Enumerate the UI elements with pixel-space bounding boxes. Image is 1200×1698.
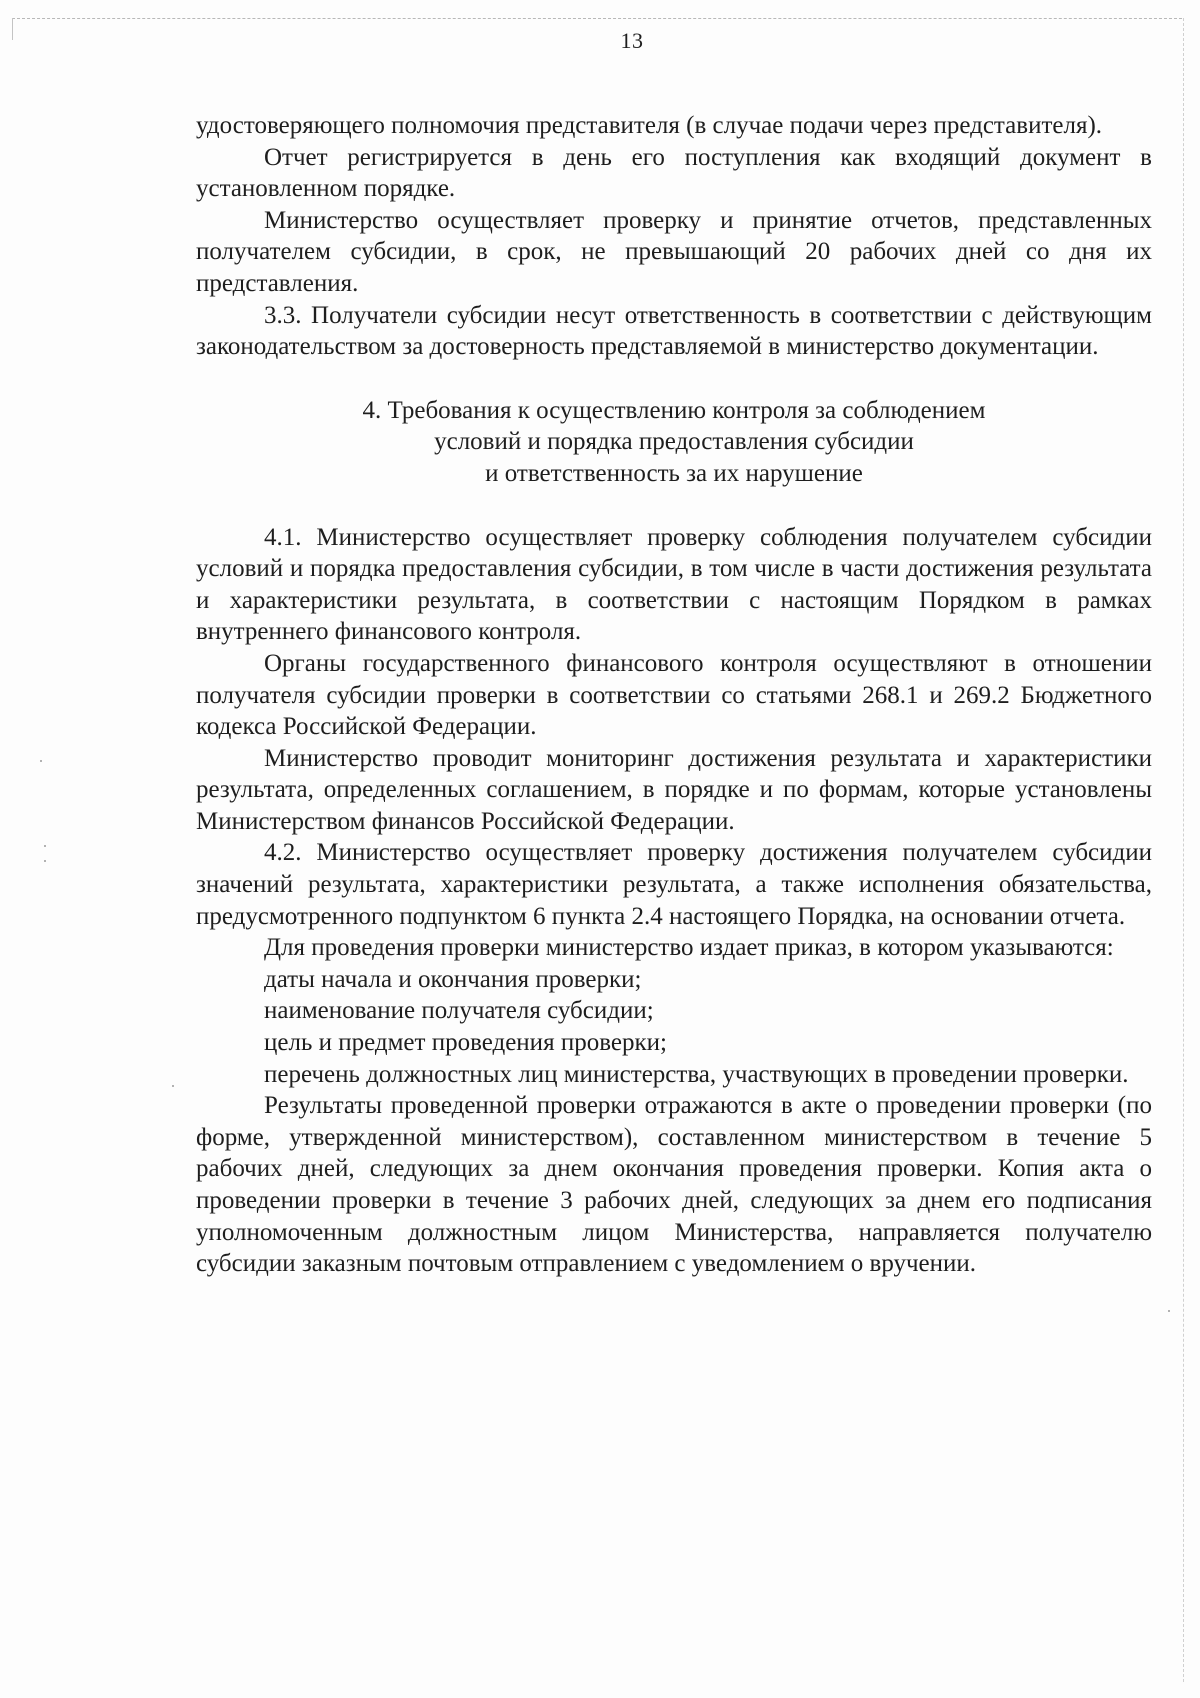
paragraph: Для проведения проверки министерство издает приказ, в котором указываются: — [264, 934, 1114, 962]
paragraph: удостоверяющего полномочия представителя (в случае подачи через представителя). — [196, 112, 1103, 139]
paragraph-3-3: 3.3. Получатели субсидии несут ответственность в соответствии с действующим законодательством за достоверность представляемой в министерство документации. — [196, 301, 1152, 361]
page-number: 13 — [620, 28, 644, 53]
section-heading — [196, 395, 1152, 490]
paragraph: Отчет регистрируется в день его поступления как входящий документ в установленном порядке. — [196, 143, 1152, 203]
scan-speck — [40, 760, 42, 762]
paragraph: Министерство осуществляет проверку и принятие отчетов, представленных получателем субсидии, в срок, не превышающий 20 рабочих дней со дня их представления. — [196, 206, 1152, 297]
document-body — [196, 110, 1152, 1280]
scan-speck — [172, 1085, 174, 1087]
paragraph-4-1: 4.1. Министерство осуществляет проверку соблюдения получателем субсидии условий и порядка предоставления субсидии, в том числе в части достижения результата и характеристики результата, в соответствии с настоящим Порядком в рамках внутреннего финансового контроля. — [196, 523, 1152, 646]
section-heading-line: условий и порядка предоставления субсидии — [434, 428, 914, 456]
list-item: перечень должностных лиц министерства, участвующих в проведении проверки. — [264, 1060, 1129, 1088]
scan-speck — [44, 845, 46, 847]
list-item: цель и предмет проведения проверки; — [264, 1029, 667, 1057]
closing-paragraph: Результаты проведенной проверки отражаются в акте о проведении проверки (по форме, утвержденной министерством), составленном министерством в течение 5 рабочих дней, следующих за днем окончания проведения проверки. Копия акта о проведении проверки в течение 3 рабочих дней, следующих за днем его подписания уполномоченным должностным лицом Министерства, направляется получателю субсидии заказным почтовым отправлением с уведомлением о вручении. — [196, 1092, 1152, 1278]
scan-speck — [44, 860, 46, 862]
scan-edge-top — [12, 18, 1182, 19]
section-heading-line: и ответственность за их нарушение — [485, 459, 863, 487]
scan-edge-right — [1183, 18, 1184, 1682]
paragraph-4-2: 4.2. Министерство осуществляет проверку достижения получателем субсидии значений результата, характеристики результата, а также исполнения обязательства, предусмотренного подпунктом 6 пункта 2.4 настоящего Порядка, на основании отчета. — [196, 839, 1152, 930]
scan-speck — [1168, 1310, 1170, 1312]
paragraph: Органы государственного финансового контроля осуществляют в отношении получателя субсидии проверки в соответствии со статьями 268.1 и 269.2 Бюджетного кодекса Российской Федерации. — [196, 649, 1152, 741]
section-heading-line: 4. Требования к осуществлению контроля за соблюдением — [362, 396, 986, 424]
list-item: даты начала и окончания проверки; — [264, 965, 642, 993]
list-item: наименование получателя субсидии; — [264, 997, 654, 1025]
paragraph: Министерство проводит мониторинг достижения результата и характеристики результата, определенных соглашением, в порядке и по формам, которые установлены Министерством финансов Российской Федерации. — [196, 744, 1152, 835]
